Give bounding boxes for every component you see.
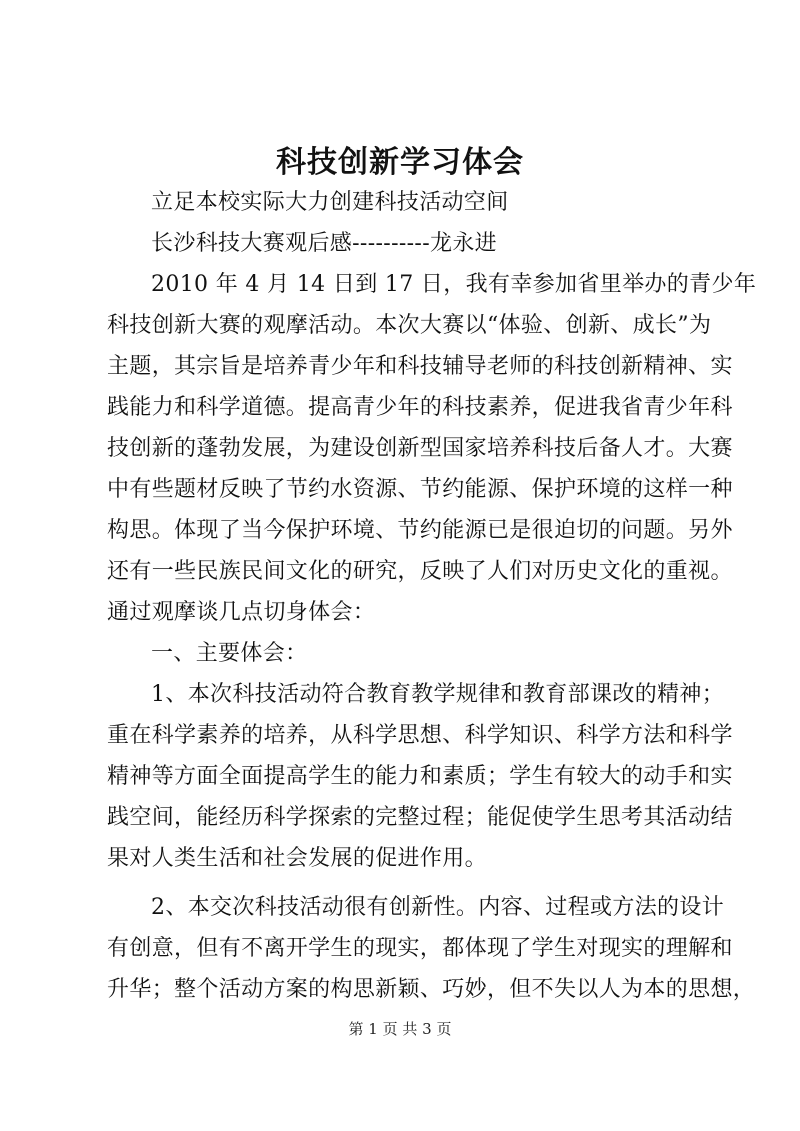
document-body <box>107 182 757 1010</box>
text-line: 中有些题材反映了节约水资源、节约能源、保护环境的这样一种 <box>107 477 733 502</box>
text-line: 通过观摩谈几点切身体会： <box>107 600 376 625</box>
text-line: 主题，其宗旨是培养青少年和科技辅导老师的科技创新精神、实 <box>107 354 733 379</box>
text-line: 践空间，能经历科学探索的完整过程；能促使学生思考其活动结 <box>107 805 733 830</box>
text-line: 构思。体现了当今保护环境、节约能源已是很迫切的问题。另外 <box>107 518 733 543</box>
section-heading: 一、主要体会： <box>151 641 308 666</box>
paragraph-point-2 <box>107 887 756 1010</box>
text-line: 精神等方面全面提高学生的能力和素质；学生有较大的动手和实 <box>107 764 733 789</box>
text-line: 升华；整个活动方案的构思新颖、巧妙，但不失以人为本的思想， <box>107 977 756 1002</box>
text-line: 有创意，但有不离开学生的现实，都体现了学生对现实的理解和 <box>107 936 733 961</box>
text-line: 果对人类生活和社会发展的促进作用。 <box>107 846 487 871</box>
paragraph-intro <box>107 264 757 633</box>
text-line: 1、本次科技活动符合教育教学规律和教育部课改的精神； <box>151 682 725 707</box>
text-line: 践能力和科学道德。提高青少年的科技素养，促进我省青少年科 <box>107 395 733 420</box>
page-number: 第 1 页 共 3 页 <box>348 1020 452 1038</box>
text-line: 还有一些民族民间文化的研究，反映了人们对历史文化的重视。 <box>107 559 733 584</box>
subtitle-line: 长沙科技大赛观后感----------龙永进 <box>151 231 498 256</box>
document-title: 科技创新学习体会 <box>276 145 524 180</box>
text-line: 重在科学素养的培养，从科学思想、科学知识、科学方法和科学 <box>107 723 733 748</box>
paragraph-spacer <box>107 879 705 887</box>
text-line: 技创新的蓬勃发展，为建设创新型国家培养科技后备人才。大赛 <box>107 436 733 461</box>
text-line: 2010 年 4 月 14 日到 17 日，我有幸参加省里举办的青少年 <box>151 272 757 297</box>
text-line: 科技创新大赛的观摩活动。本次大赛以“体验、创新、成长”为 <box>107 313 712 338</box>
text-line: 2、本交次科技活动很有创新性。内容、过程或方法的设计 <box>151 895 725 920</box>
paragraph-point-1 <box>107 674 733 879</box>
subtitle-line: 立足本校实际大力创建科技活动空间 <box>151 190 509 215</box>
